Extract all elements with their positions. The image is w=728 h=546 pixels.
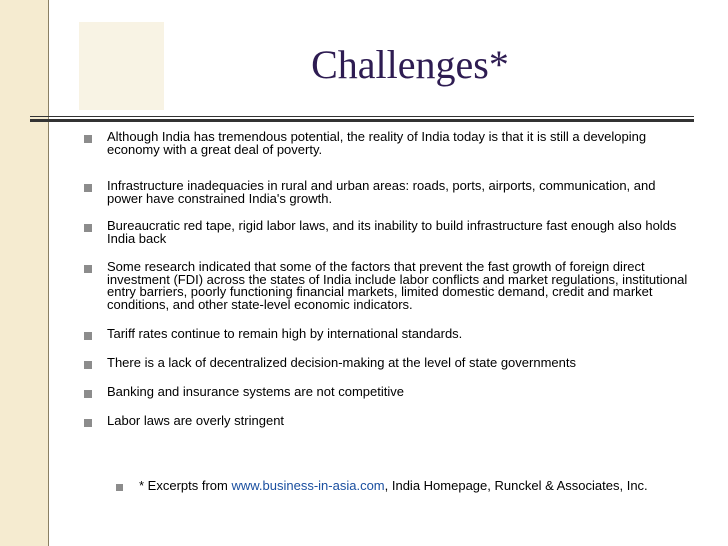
bullet-square-icon	[116, 484, 123, 491]
bullet-square-icon	[84, 265, 92, 273]
bullet-text: There is a lack of decentralized decision-making at the level of state governments	[107, 355, 576, 370]
footnote-item	[116, 480, 716, 493]
bullet-text: Tariff rates continue to remain high by international standards.	[107, 326, 463, 341]
footnote-link[interactable]: www.business-in-asia.com	[231, 478, 385, 493]
bullet-text: Infrastructure inadequacies in rural and urban areas: roads, ports, airports, communication, and power have constrained India's growth.	[107, 178, 656, 206]
bullet-item	[84, 261, 690, 311]
bullet-item	[84, 131, 690, 156]
bullet-item	[84, 386, 690, 399]
bullet-square-icon	[84, 419, 92, 427]
bullet-square-icon	[84, 184, 92, 192]
bullet-item	[84, 220, 690, 245]
bullet-square-icon	[84, 361, 92, 369]
bullet-text: Labor laws are overly stringent	[107, 413, 285, 428]
bullet-item	[84, 180, 690, 205]
slide-title: Challenges*	[311, 42, 509, 87]
footnote-suffix: , India Homepage, Runckel & Associates, Inc.	[384, 478, 648, 493]
bullet-item	[84, 328, 690, 341]
bullet-item	[84, 415, 690, 428]
bullet-text: Banking and insurance systems are not competitive	[107, 384, 404, 399]
bullet-text: Some research indicated that some of the factors that prevent the fast growth of foreign direct investment (FDI) across the states of India include labor conflicts and market regulations, institutional entry barriers, poorly functioning financial markets, limited domestic demand, credit and market conditions, and other state-level economic indicators.	[107, 259, 688, 312]
footnote-prefix: * Excerpts from	[139, 478, 232, 493]
bullet-square-icon	[84, 224, 92, 232]
footnote-text	[139, 480, 648, 493]
bullet-square-icon	[84, 135, 92, 143]
bullet-item	[84, 357, 690, 370]
bullet-square-icon	[84, 332, 92, 340]
bullet-square-icon	[84, 390, 92, 398]
bullet-text: Bureaucratic red tape, rigid labor laws, and its inability to build infrastructure fast enough also holds India back	[107, 218, 677, 246]
bullet-text: Although India has tremendous potential, the reality of India today is that it is still a developing economy with a great deal of poverty.	[107, 129, 647, 157]
